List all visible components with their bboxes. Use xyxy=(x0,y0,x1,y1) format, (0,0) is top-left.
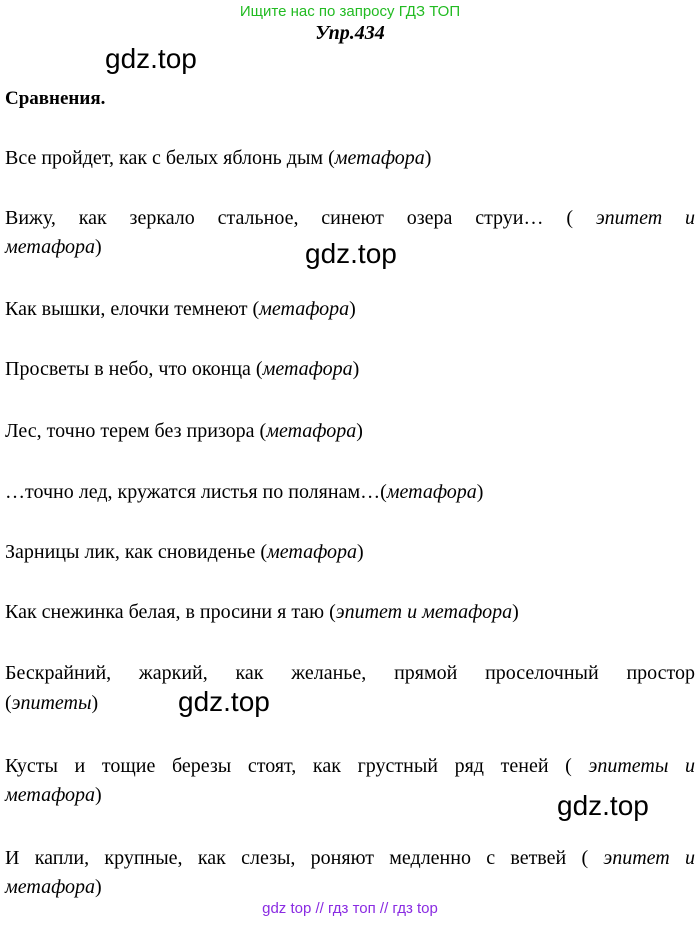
watermark: gdz.top xyxy=(305,238,397,269)
list-item-continuation: метафора) xyxy=(5,236,102,258)
watermark: gdz.top xyxy=(178,686,270,717)
list-item: Бескрайний, жаркий, как желанье, прямой проселочный простор xyxy=(5,662,695,684)
watermark: gdz.top xyxy=(105,43,197,74)
list-item: Как снежинка белая, в просини я таю (эпитет и метафора) xyxy=(5,601,519,623)
list-item: …точно лед, кружатся листья по полянам…(метафора) xyxy=(5,481,484,503)
list-item-continuation: (эпитеты) xyxy=(5,692,99,714)
list-item: И капли, крупные, как слезы, роняют медленно с ветвей ( эпитет и xyxy=(5,847,695,869)
list-item: Вижу, как зеркало стальное, синеют озера струи… ( эпитет и xyxy=(5,207,696,229)
list-item: Зарницы лик, как сновиденье (метафора) xyxy=(5,541,364,563)
list-item: Все пройдет, как с белых яблонь дым (метафора) xyxy=(5,147,432,169)
footer-links[interactable]: gdz top // гдз топ // гдз top xyxy=(262,900,438,917)
section-heading: Сравнения. xyxy=(5,88,106,109)
watermark: gdz.top xyxy=(557,790,649,821)
list-item-continuation: метафора) xyxy=(5,876,102,898)
list-item: Как вышки, елочки темнеют (метафора) xyxy=(5,298,356,320)
list-item: Кусты и тощие березы стоят, как грустный ряд теней ( эпитеты и xyxy=(5,755,696,777)
list-item-continuation: метафора) xyxy=(5,784,102,806)
exercise-title: Упр.434 xyxy=(315,22,385,44)
list-item: Лес, точно терем без призора (метафора) xyxy=(5,420,363,442)
list-item: Просветы в небо, что оконца (метафора) xyxy=(5,358,360,380)
search-hint-link[interactable]: Ищите нас по запросу ГДЗ ТОП xyxy=(239,3,461,20)
